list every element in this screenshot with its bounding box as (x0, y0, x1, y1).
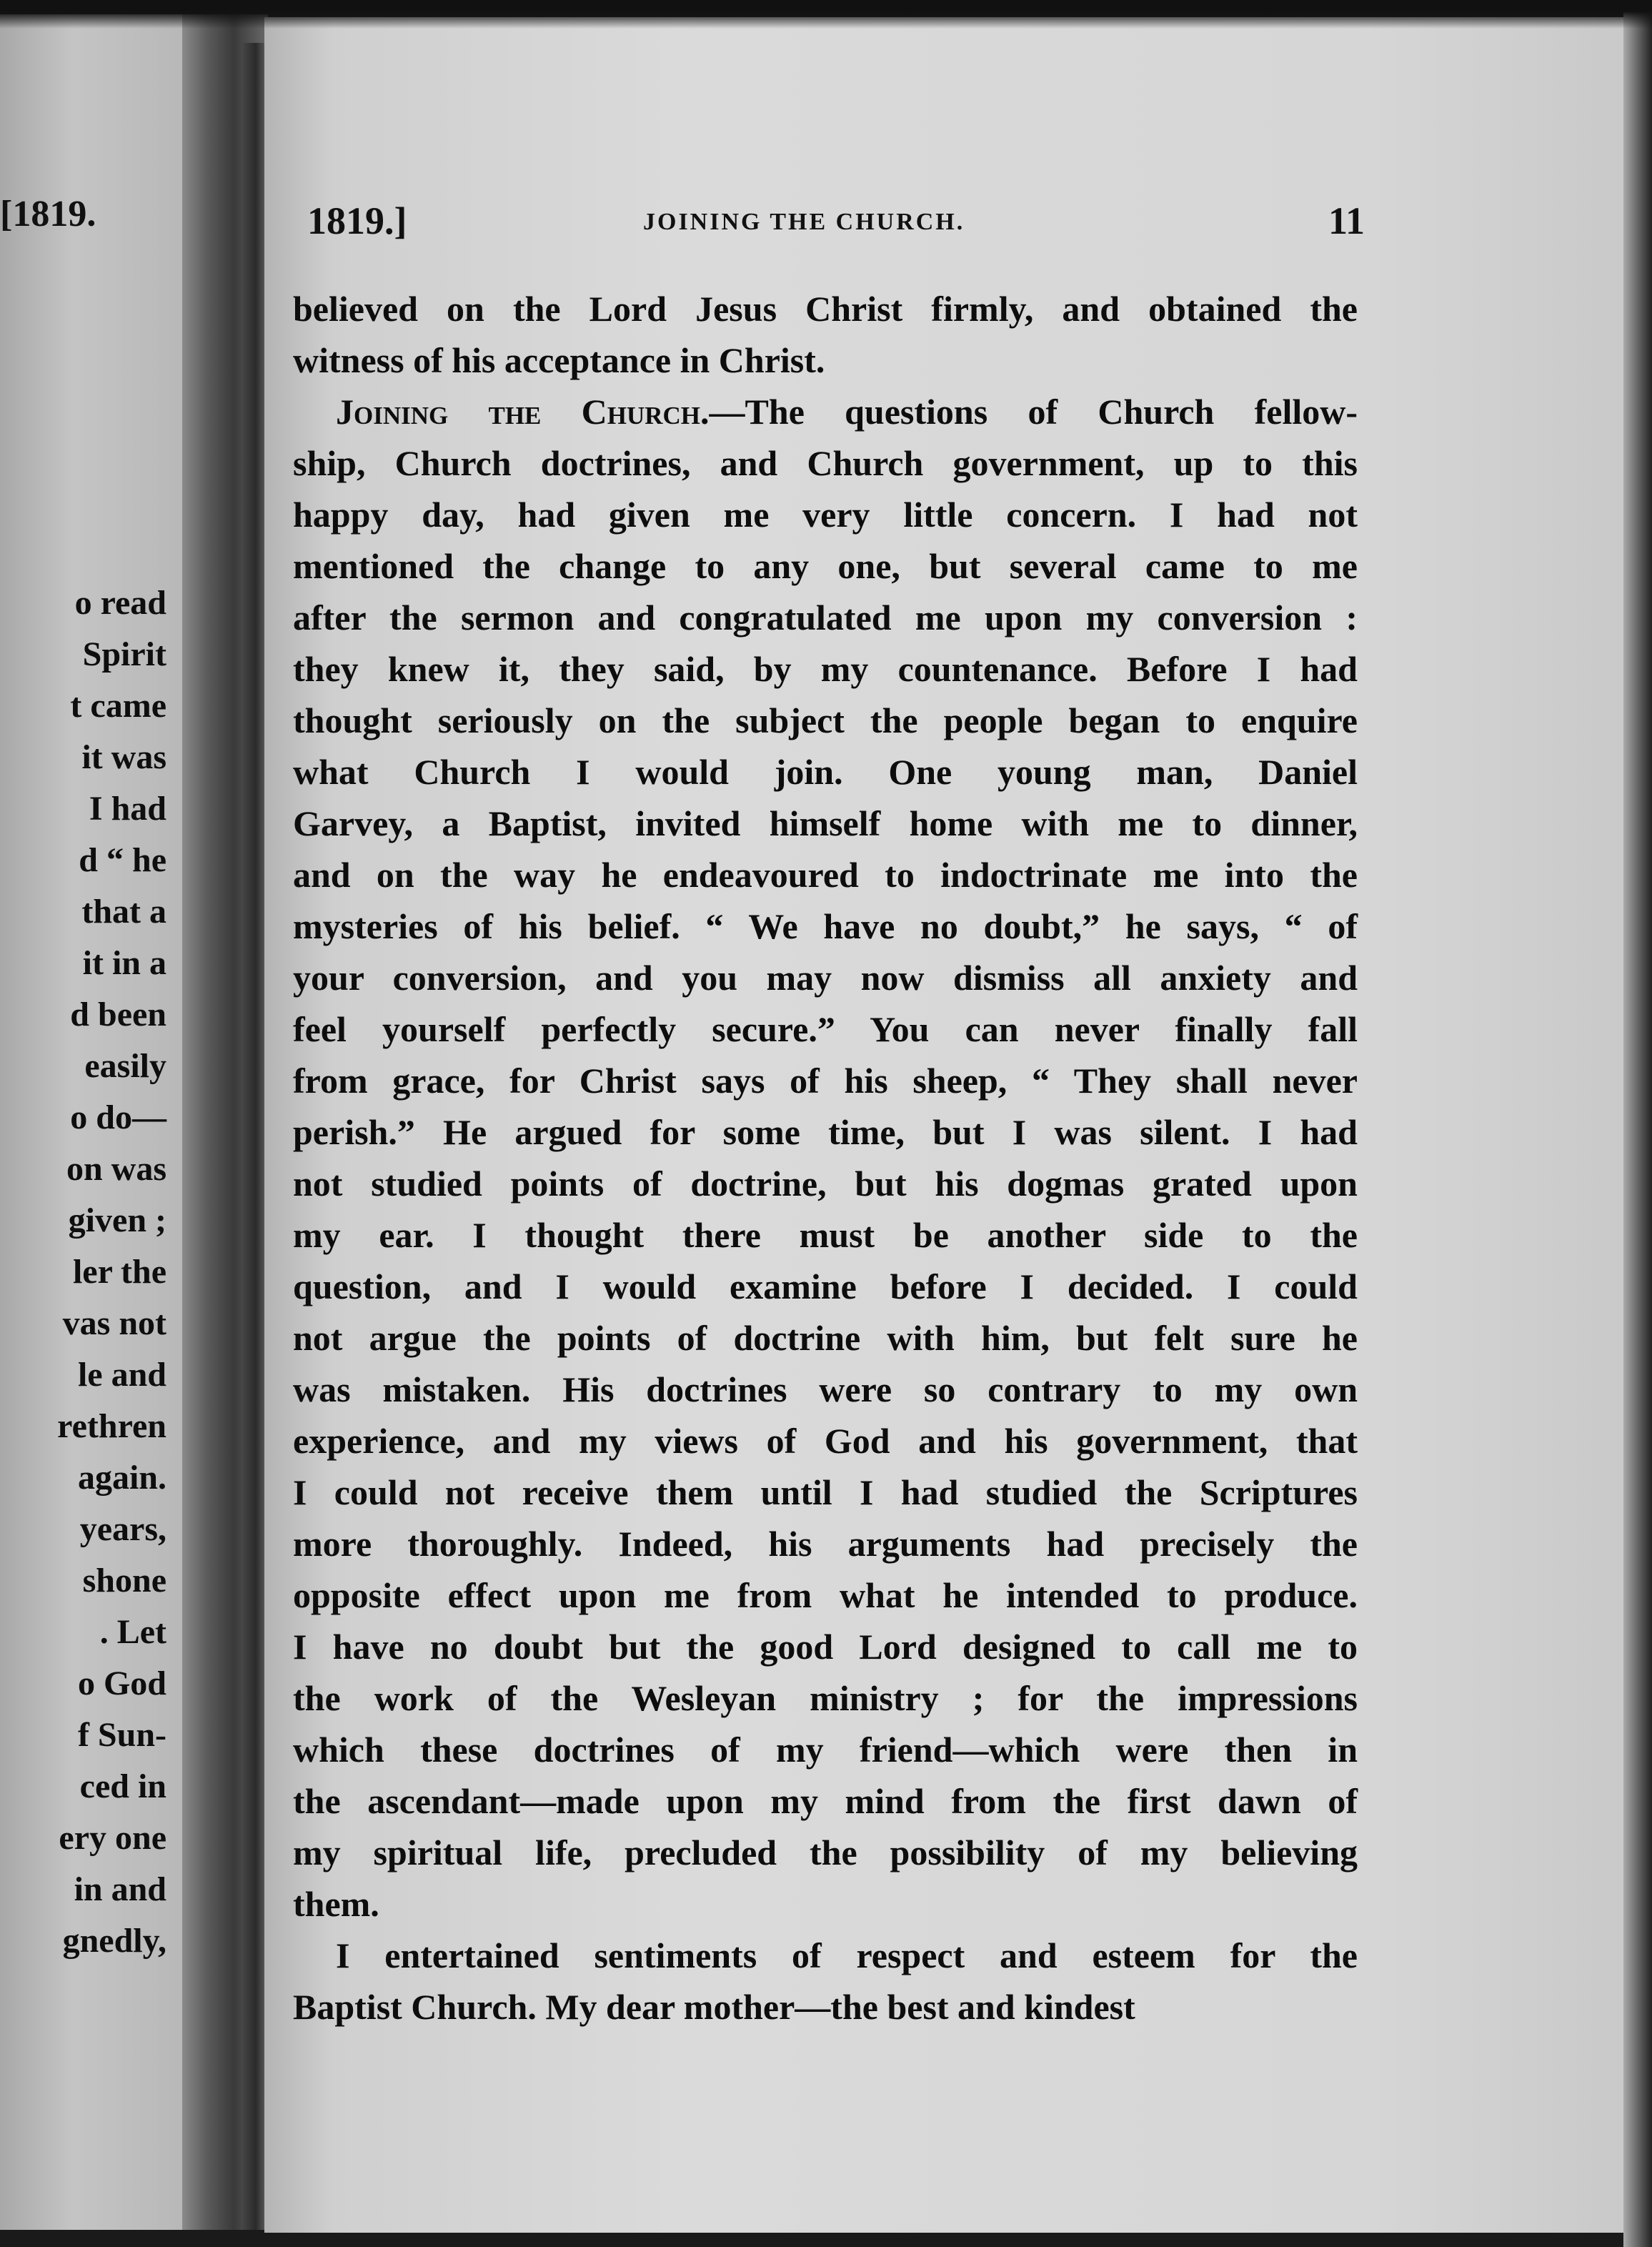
section-heading-continuation: —The questions of Church fellow- (709, 392, 1358, 432)
text-line: believed on the Lord Jesus Christ firmly, and obtained the (293, 289, 1358, 329)
text-line: what Church I would join. One young man, Daniel (293, 752, 1358, 792)
left-page-line-fragment: again. (77, 1459, 166, 1497)
left-page-line-fragment: vas not (62, 1304, 166, 1342)
top-edge-shadow (0, 0, 1652, 29)
text-line: the ascendant—made upon my mind from the first dawn of (293, 1781, 1358, 1821)
left-page-line-fragment: it in a (82, 944, 166, 982)
left-facing-page (0, 14, 182, 2230)
left-page-line-fragment: years, (79, 1510, 166, 1548)
header-title: JOINING THE CHURCH. (643, 209, 965, 235)
text-line: mentioned the change to any one, but several came to me (293, 546, 1358, 586)
left-page-line-fragment: t came (70, 687, 166, 725)
running-header (307, 199, 1365, 263)
left-page-line-fragment: o God (77, 1665, 166, 1702)
text-line: experience, and my views of God and his government, that (293, 1421, 1358, 1461)
text-line: ship, Church doctrines, and Church government, up to this (293, 443, 1358, 483)
text-line: which these doctrines of my friend—which were then in (293, 1730, 1358, 1770)
text-line: I could not receive them until I had studied the Scriptures (293, 1472, 1358, 1512)
text-line: mysteries of his belief. “ We have no doubt,” he says, “ of (293, 906, 1358, 946)
text-line: I have no doubt but the good Lord designed to call me to (293, 1627, 1358, 1667)
left-page-line-fragment: I had (89, 790, 166, 828)
left-page-line-fragment: given ; (68, 1201, 166, 1239)
text-line: was mistaken. His doctrines were so contrary to my own (293, 1369, 1358, 1409)
left-page-line-fragment: d “ he (79, 841, 166, 879)
left-page-line-fragment: o read (74, 584, 166, 622)
text-line: happy day, had given me very little concern. I had not (293, 495, 1358, 535)
page-body-text (293, 283, 1358, 2033)
text-line: and on the way he endeavoured to indoctrinate me into the (293, 855, 1358, 895)
left-page-line-fragment: gnedly, (62, 1922, 166, 1960)
left-page-running-year: [1819. (0, 194, 96, 234)
left-page-line-fragment: rethren (57, 1407, 166, 1445)
text-line: they knew it, they said, by my countenance. Before I had (293, 649, 1358, 689)
text-line: after the sermon and congratulated me upon my conversion : (293, 597, 1358, 638)
text-line: your conversion, and you may now dismiss all anxiety and (293, 958, 1358, 998)
text-line: not studied points of doctrine, but his dogmas grated upon (293, 1164, 1358, 1204)
paragraph-1 (293, 283, 1358, 386)
left-page-line-fragment: in and (74, 1870, 166, 1908)
text-line: the work of the Wesleyan ministry ; for the impressions (293, 1678, 1358, 1718)
right-edge-shadow (1623, 0, 1652, 2247)
text-line: my spiritual life, precluded the possibility of my believing (293, 1832, 1358, 1872)
left-page-line-fragment: d been (70, 996, 166, 1033)
section-heading-line (293, 386, 1358, 437)
page-number: 11 (1328, 199, 1365, 242)
left-page-line-fragment: on was (66, 1150, 166, 1188)
text-line: not argue the points of doctrine with him, but felt sure he (293, 1318, 1358, 1358)
text-line: feel yourself perfectly secure.” You can never finally fall (293, 1009, 1358, 1049)
left-page-line-fragment: ced in (79, 1767, 166, 1805)
gutter-shadow (243, 43, 264, 2230)
text-line: them. (293, 1884, 379, 1924)
left-page-line-fragment: f Sun- (77, 1716, 166, 1754)
text-line: from grace, for Christ says of his sheep, “ They shall never (293, 1061, 1358, 1101)
left-page-line-fragment: shone (82, 1562, 166, 1599)
text-line: my ear. I thought there must be another side to the (293, 1215, 1358, 1255)
left-page-line-fragment: o do— (70, 1098, 166, 1136)
section-heading: Joining the Church. (336, 392, 710, 432)
text-line: witness of his acceptance in Christ. (293, 340, 825, 380)
left-page-line-fragment: Spirit (82, 635, 166, 673)
left-page-line-fragment: le and (77, 1356, 166, 1394)
left-page-line-fragment: . Let (99, 1613, 166, 1651)
left-page-line-fragment: that a (81, 893, 166, 931)
left-page-line-fragment: ler the (72, 1253, 166, 1291)
text-line: thought seriously on the subject the people began to enquire (293, 700, 1358, 740)
left-page-line-fragment: easily (84, 1047, 166, 1085)
text-line: more thoroughly. Indeed, his arguments had precisely the (293, 1524, 1358, 1564)
header-year: 1819.] (307, 199, 407, 242)
paragraph-2 (293, 437, 1358, 1930)
text-line: opposite effect upon me from what he intended to produce. (293, 1575, 1358, 1615)
left-page-text-fragments (57, 577, 166, 1967)
text-line: perish.” He argued for some time, but I was silent. I had (293, 1112, 1358, 1152)
text-line: Garvey, a Baptist, invited himself home with me to dinner, (293, 803, 1358, 843)
left-page-line-fragment: it was (81, 738, 166, 776)
text-line: question, and I would examine before I decided. I could (293, 1266, 1358, 1306)
left-page-line-fragment: ery one (59, 1819, 166, 1857)
text-line: Baptist Church. My dear mother—the best and kindest (293, 1987, 1135, 2027)
text-line: I entertained sentiments of respect and esteem for the (336, 1935, 1358, 1975)
paragraph-3 (293, 1930, 1358, 2033)
